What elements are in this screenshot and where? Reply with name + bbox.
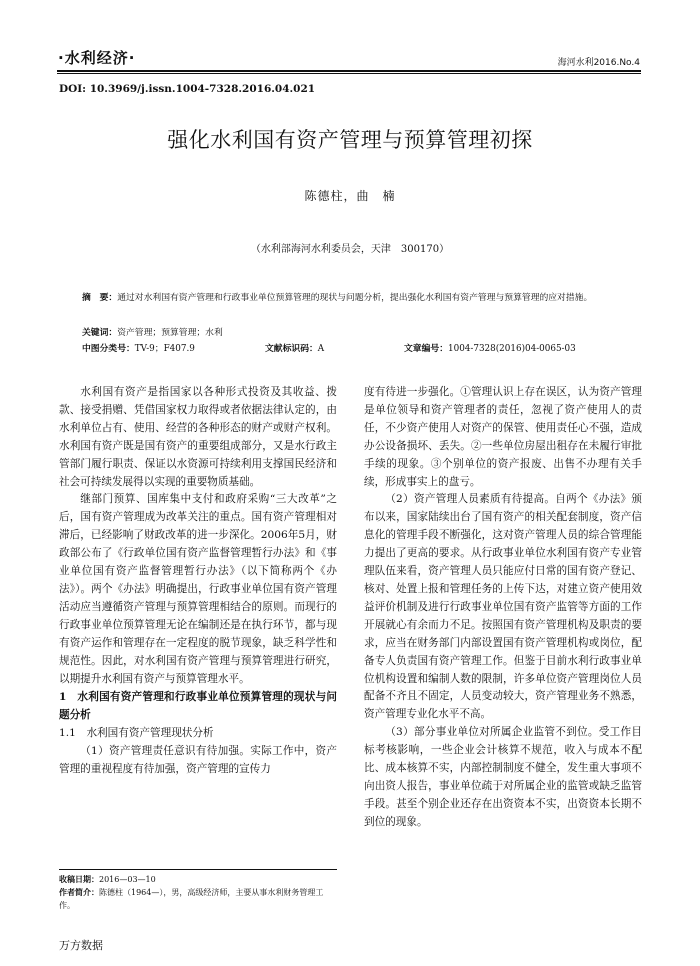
subsection-heading: 1.1 水利国有资产管理现状分析 (59, 727, 214, 740)
paragraph: 度有待进一步强化。①管理认识上存在误区，认为资产管理是单位领导和资产管理者的责任，忽视了资产使用人的责任，不少资产使用人对资产的保管、使用责任心不强，造成办公设备损坏、丢失。②一些单位房屋出租存在未履行审批手续的现象。③个别单位的资产报废、出售不办理有关手续，形成事实上的盘亏。 (364, 386, 642, 488)
article-no-label: 文章编号： (404, 344, 448, 354)
clc-label: 中图分类号： (82, 344, 135, 354)
abstract-label: 摘 要： (82, 293, 118, 303)
footnote-rule (59, 869, 337, 870)
received-value: 2016—03—10 (99, 875, 156, 884)
footnote (59, 873, 337, 912)
keywords-text: 资产管理；预算管理；水利 (117, 328, 223, 338)
document-code (265, 341, 324, 354)
article-no-value: 1004-7328(2016)04-0065-03 (448, 344, 576, 354)
watermark: 万方数据 (59, 939, 103, 952)
received-date (59, 873, 337, 886)
paragraph: （1）资产管理责任意识有待加强。实际工作中，资产管理的重视程度有待加强，资产管理的宣传力 (59, 745, 337, 776)
received-label: 收稿日期： (59, 874, 99, 884)
keywords-label: 关键词： (82, 328, 118, 338)
authors: 陈德柱，曲 楠 (304, 189, 396, 203)
bio-label: 作者简介： (59, 887, 99, 897)
paragraph: （2）资产管理人员素质有待提高。自两个《办法》颁布以来，国家陆续出台了国有资产的相关配套制度，资产信息化的管理手段不断强化，这对资产管理人员的综合管理能力提出了更高的要求。从行政事业单位水利国有资产专业管理队伍来看，资产管理人员只能应付日常的国有资产登记、核对、处置上报和管理任务的上传下达，对建立资产使用效益评价机制及进行行政事业单位国有资产监管等方面的工作开展就心有余而力不足。按照国有资产管理机构及职责的要求，应当在财务部门内部设置国有资产管理机构或岗位，配备专人负责国有资产管理工作。但鉴于目前水利行政事业单位机构设置和编制人数的限制，许多单位资产管理岗位人员配备不齐且不固定，人员变动较大，资产管理业务不熟悉，资产管理专业化水平不高。 (364, 493, 642, 721)
doi: DOI: 10.3969/j.issn.1004-7328.2016.04.021 (59, 83, 316, 95)
journal-issue: 海河水利2016.No.4 (557, 58, 640, 68)
paragraph: （3）部分事业单位对所属企业监管不到位。受工作目标考核影响，一些企业会计核算不规范，收入与成本不配比、成本核算不实，内部控制制度不健全，发生重大事项不向出资人报告，事业单位疏于对所属企业的监管或缺乏监管手段。甚至个别企业还存在出资资本不实，出资资本长期不到位的现象。 (364, 726, 642, 828)
doccode-label: 文献标识码： (265, 344, 318, 354)
paragraph: 继部门预算、国库集中支付和政府采购“三大改革”之后，国有资产管理成为改革关注的重点。国有资产管理相对滞后，已经影响了财政改革的进一步深化。2006年5月，财政部公布了《行政单位国有资产监督管理暂行办法》和《事业单位国有资产监督管理暂行办法》（以下简称两个《办法》）。两个《办法》明确提出，行政事业单位国有资产管理活动应当遵循资产管理与预算管理相结合的原则。而现行的行政事业单位预算管理无论在编制还是在执行环节，都与现有资产运作和管理存在一定程度的脱节现象，缺乏科学性和规范性。因此，对水利国有资产管理与预算管理进行研究，以期提升水利国有资产与预算管理水平。 (59, 493, 337, 685)
section-heading: 1 水利国有资产管理和行政事业单位预算管理的现状与问题分析 (59, 691, 337, 722)
header-rule-thick (57, 70, 641, 72)
clc-value: TV-9；F407.9 (134, 344, 195, 354)
affiliation: （水利部海河水利委员会，天津 300170） (250, 244, 450, 255)
clc-number (82, 341, 195, 354)
paragraph: 水利国有资产是指国家以各种形式投资及其收益、拨款、接受捐赠、凭借国家权力取得或者依据法律认定的，由水利单位占有、使用、经营的各种形态的财产或财产权利。水利国有资产既是国有资产的重要组成部分，又是水行政主管部门履行职责、保证以水资源可持续利用支撑国民经济和社会可持续发展得以实现的重要物质基础。 (59, 386, 337, 488)
doccode-value: A (317, 344, 325, 354)
header-rule-thin (57, 73, 641, 74)
keywords (82, 325, 223, 338)
abstract (82, 291, 622, 306)
bio-text: 陈德柱（1964—），男，高级经济师，主要从事水利财务管理工作。 (59, 888, 324, 910)
right-column (364, 384, 642, 832)
left-column (59, 384, 337, 779)
abstract-text: 通过对水利国有资产管理和行政事业单位预算管理的现状与问题分析，提出强化水利国有资产管理与预算管理的应对措施。 (117, 293, 593, 303)
section-label: ·水利经济· (58, 49, 136, 67)
article-number (404, 341, 576, 354)
page-title: 强化水利国有资产管理与预算管理初探 (167, 128, 533, 152)
author-bio (59, 886, 337, 912)
